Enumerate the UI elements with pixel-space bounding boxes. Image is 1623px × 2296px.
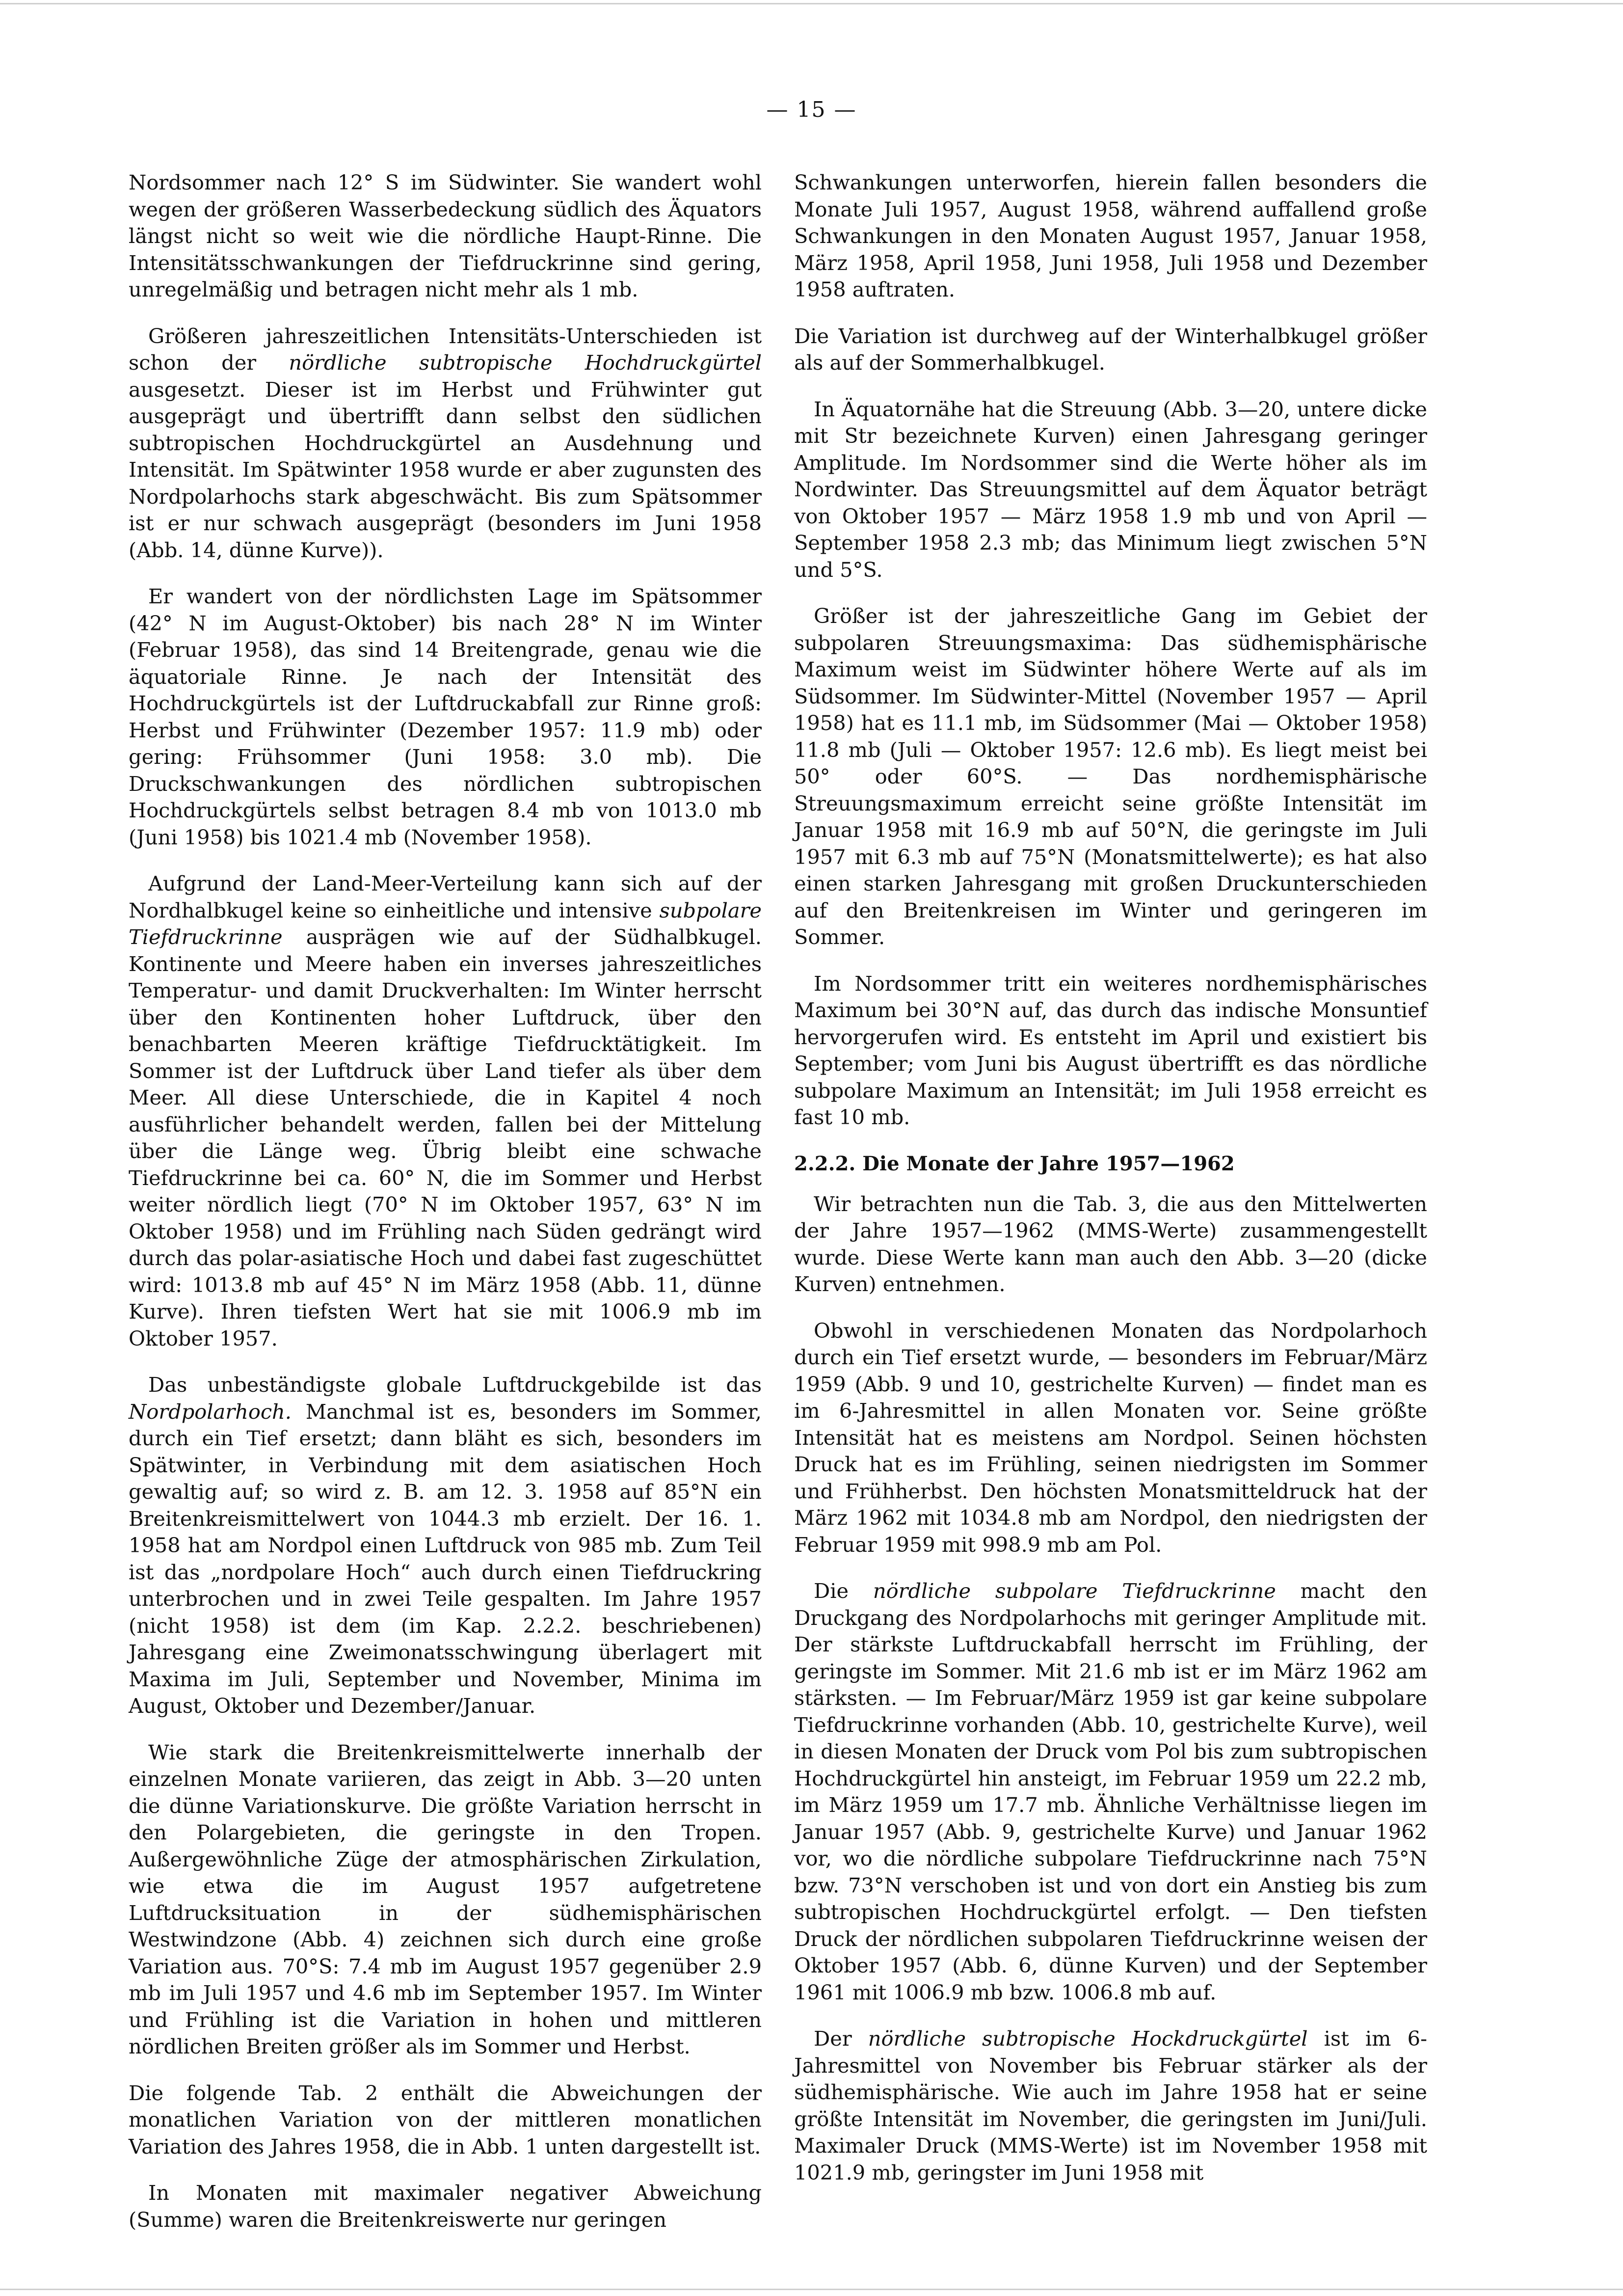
text: ausgesetzt. Dieser ist im Herbst und Frühwinter gut ausgeprägt und übertrifft dann selbst den südlichen subtropischen Hochdruckgürtel an Ausdehnung und Intensität. Im Spätwinter 1958 wurde er aber zugunsten des Nordpolarhochs stark abgeschwächt. Bis zum Spätsommer ist er nur schwach ausgeprägt (besonders im Juni 1958 (Abb. 14, dünne Kurve)). <box>129 377 762 562</box>
emphasis-term: Nordpolarhoch. <box>129 1399 292 1424</box>
paragraph: In Monaten mit maximaler negativer Abweichung (Summe) waren die Breitenkreiswerte nur geringen <box>129 2181 762 2232</box>
text: Der <box>814 2026 868 2051</box>
paragraph: Obwohl in verschiedenen Monaten das Nordpolarhoch durch ein Tief ersetzt wurde, — besonders im Februar/März 1959 (Abb. 9 und 10, gestrichelte Kurven) — findet man es im 6-Jahresmittel in allen Monaten vor. Seine größte Intensität hat es meistens am Nordpol. Seinen höchsten Druck hat es im Frühling, seinen niedrigsten im Sommer und Frühherbst. Den höchsten Monatsmitteldruck hat der März 1962 mit 1034.8 mb am Nordpol, den niedrigsten der Februar 1959 mit 998.9 mb am Pol. <box>794 1318 1427 1557</box>
paragraph: Im Nordsommer tritt ein weiteres nordhemisphärisches Maximum bei 30°N auf, das durch das indische Monsuntief hervorgerufen wird. Es entsteht im April und existiert bis September; vom Juni bis August übertrifft es das nördliche subpolare Maximum an Intensität; im Juli 1958 erreicht es fast 10 mb. <box>794 971 1427 1129</box>
text: Größeren jahreszeitlichen Intensitäts-Unterschieden ist schon der <box>129 324 762 375</box>
emphasis-term: nördliche subtropische Hockdruckgürtel <box>868 2026 1308 2051</box>
paragraph: Die Variation ist durchweg auf der Winterhalbkugel größer als auf der Sommerhalbkugel. <box>794 324 1427 375</box>
paragraph <box>794 2026 1427 2186</box>
left-column <box>129 169 762 2253</box>
paragraph <box>129 323 762 564</box>
emphasis-term: nördliche subpolare Tiefdruckrinne <box>873 1579 1276 1603</box>
paragraph <box>129 1372 762 1720</box>
crop-mark-top <box>0 3 1623 4</box>
text: Das unbeständigste globale Luftdruckgebilde ist das <box>148 1373 762 1397</box>
paragraph <box>794 1578 1427 2006</box>
text: Die <box>814 1579 873 1603</box>
text: ausprägen wie auf der Südhalbkugel. Kontinente und Meere haben ein inverses jahreszeitliches Temperatur- und damit Druckverhalten: Im Winter herrscht über den Kontinenten hoher Luftdruck, über den benachbarten Meeren kräftige Tiefdrucktätigkeit. Im Sommer ist der Luftdruck über Land tiefer als über dem Meer. All diese Unterschiede, die in Kapitel 4 noch ausführlicher behandelt werden, fallen bei der Mittelung über die Länge weg. Übrig bleibt eine schwache Tiefdruckrinne bei ca. 60° N, die im Sommer und Herbst weiter nördlich liegt (70° N im Oktober 1957, 63° N im Oktober 1958) und im Frühling nach Süden gedrängt wird durch das polar-asiatische Hoch und dabei fast zugeschüttet wird: 1013.8 mb auf 45° N im März 1958 (Abb. 11, dünne Kurve). Ihren tiefsten Wert hat sie mit 1006.9 mb im Oktober 1957. <box>129 925 762 1351</box>
page-number: — 15 — <box>766 97 857 122</box>
crop-mark-bottom <box>0 2289 1623 2290</box>
paragraph: Größer ist der jahreszeitliche Gang im Gebiet der subpolaren Streuungsmaxima: Das südhemisphärische Maximum weist im Südwinter höhere Werte auf als im Südsommer. Im Südwinter-Mittel (November 1957 — April 1958) hat es 11.1 mb, im Südsommer (Mai — Oktober 1958) 11.8 mb (Juli — Oktober 1957: 12.6 mb). Es liegt meist bei 50° oder 60°S. — Das nordhemisphärische Streuungsmaximum erreicht seine größte Intensität im Januar 1958 mit 16.9 mb auf 50°N, die geringste im Juli 1957 mit 6.3 mb auf 75°N (Monatsmittelwerte); es hat also einen starken Jahresgang mit großen Druckunterschieden auf den Breitenkreisen im Winter und geringeren im Sommer. <box>794 604 1427 949</box>
emphasis-term: subpolare Tiefdruckrinne <box>129 898 762 949</box>
paragraph: Schwankungen unterworfen, hierein fallen besonders die Monate Juli 1957, August 1958, während auffallend große Schwankungen in den Monaten August 1957, Januar 1958, März 1958, April 1958, Juni 1958, Juli 1958 und Dezember 1958 auftraten. <box>794 170 1427 301</box>
paragraph: In Äquatornähe hat die Streuung (Abb. 3—20, untere dicke mit Str bezeichnete Kurven) einen Jahresgang geringer Amplitude. Im Nordsommer sind die Werte höher als im Nordwinter. Das Streuungsmittel auf dem Äquator beträgt von Oktober 1957 — März 1958 1.9 mb und von April — September 1958 2.3 mb; das Minimum liegt zwischen 5°N und 5°S. <box>794 397 1427 582</box>
text: ist im 6-Jahresmittel von November bis Februar stärker als der südhemisphärische. Wie auch im Jahre 1958 hat er seine größte Intensität im November, die geringsten im Juni/Juli. Maximaler Druck (MMS-Werte) ist im November 1958 mit 1021.9 mb, geringster im Juni 1958 mit <box>794 2026 1427 2185</box>
text: Aufgrund der Land-Meer-Verteilung kann sich auf der Nordhalbkugel keine so einheitliche und intensive <box>129 871 762 922</box>
paragraph: Wie stark die Breitenkreismittelwerte innerhalb der einzelnen Monate variieren, das zeigt in Abb. 3—20 unten die dünne Variationskurve. Die größte Variation herrscht in den Polargebieten, die geringste in den Tropen. Außergewöhnliche Züge der atmosphärischen Zirkulation, wie etwa die im August 1957 aufgetretene Luftdrucksituation in der südhemisphärischen Westwindzone (Abb. 4) zeichnen sich durch eine große Variation aus. 70°S: 7.4 mb im August 1957 gegenüber 2.9 mb im Juli 1957 und 4.6 mb im September 1957. Im Winter und Frühling ist die Variation in hohen und mittleren nördlichen Breiten größer als im Sommer und Herbst. <box>129 1740 762 2058</box>
paragraph <box>129 870 762 1352</box>
emphasis-term: nördliche subtropische Hochdruckgürtel <box>289 351 762 375</box>
section-heading: 2.2.2. Die Monate der Jahre 1957—1962 <box>794 1152 1235 1175</box>
paragraph: Die folgende Tab. 2 enthält die Abweichungen der monatlichen Variation von der mittleren monatlichen Variation des Jahres 1958, die in Abb. 1 unten dargestellt ist. <box>129 2080 762 2159</box>
paragraph: Wir betrachten nun die Tab. 3, die aus den Mittelwerten der Jahre 1957—1962 (MMS-Werte) zusammengestellt wurde. Diese Werte kann man auch den Abb. 3—20 (dicke Kurven) entnehmen. <box>794 1191 1427 1296</box>
paragraph: Er wandert von der nördlichsten Lage im Spätsommer (42° N im August-Oktober) bis nach 28° N im Winter (Februar 1958), das sind 14 Breitengrade, genau wie die äquatoriale Rinne. Je nach der Intensität des Hochdruckgürtels ist der Luftdruckabfall zur Rinne groß: Herbst und Frühwinter (Dezember 1957: 11.9 mb) oder gering: Frühsommer (Juni 1958: 3.0 mb). Die Druckschwankungen des nördlichen subtropischen Hochdruckgürtels selbst betragen 8.4 mb von 1013.0 mb (Juni 1958) bis 1021.4 mb (November 1958). <box>129 584 762 849</box>
paragraph: Nordsommer nach 12° S im Südwinter. Sie wandert wohl wegen der größeren Wasserbedeckung südlich des Äquators längst nicht so weit wie die nördliche Haupt-Rinne. Die Intensitätsschwankungen der Tiefdruckrinne sind gering, unregelmäßig und betragen nicht mehr als 1 mb. <box>129 170 762 301</box>
text: macht den Druckgang des Nordpolarhochs mit geringer Amplitude mit. Der stärkste Luftdruckabfall herrscht im Frühling, der geringste im Sommer. Mit 21.6 mb ist er im März 1962 am stärksten. — Im Februar/März 1959 ist gar keine subpolare Tiefdruckrinne vorhanden (Abb. 10, gestrichelte Kurve), weil in diesen Monaten der Druck vom Pol bis zum subtropischen Hochdruckgürtel hin ansteigt, im Februar 1959 um 22.2 mb, im März 1959 um 17.7 mb. Ähnliche Verhältnisse liegen im Januar 1957 (Abb. 9, gestrichelte Kurve) und Januar 1962 vor, wo die nördliche subpolare Tiefdruckrinne nach 75°N bzw. 73°N verschoben ist und von dort ein Anstieg bis zum subtropischen Hochdruckgürtel erfolgt. — Den tiefsten Druck der nördlichen subpolaren Tiefdruckrinne weisen der Oktober 1957 (Abb. 6, dünne Kurven) und der September 1961 mit 1006.9 mb bzw. 1006.8 mb auf. <box>794 1579 1427 2004</box>
text: Manchmal ist es, besonders im Sommer, durch ein Tief ersetzt; dann bläht es sich, besonders im Spätwinter, in Verbindung mit dem asiatischen Hoch gewaltig auf; so wird z. B. am 12. 3. 1958 auf 85°N ein Breitenkreismittelwert von 1044.3 mb erzielt. Der 16. 1. 1958 hat am Nordpol einen Luftdruck von 985 mb. Zum Teil ist das „nordpolare Hoch“ auch durch einen Tiefdruckring unterbrochen und in zwei Teile gespalten. Im Jahre 1957 (nicht 1958) ist dem (im Kap. 2.2.2. beschriebenen) Jahresgang eine Zweimonatsschwingung überlagert mit Maxima im Juli, September und November, Minima im August, Oktober und Dezember/Januar. <box>129 1399 762 1718</box>
right-column <box>794 169 1427 2206</box>
